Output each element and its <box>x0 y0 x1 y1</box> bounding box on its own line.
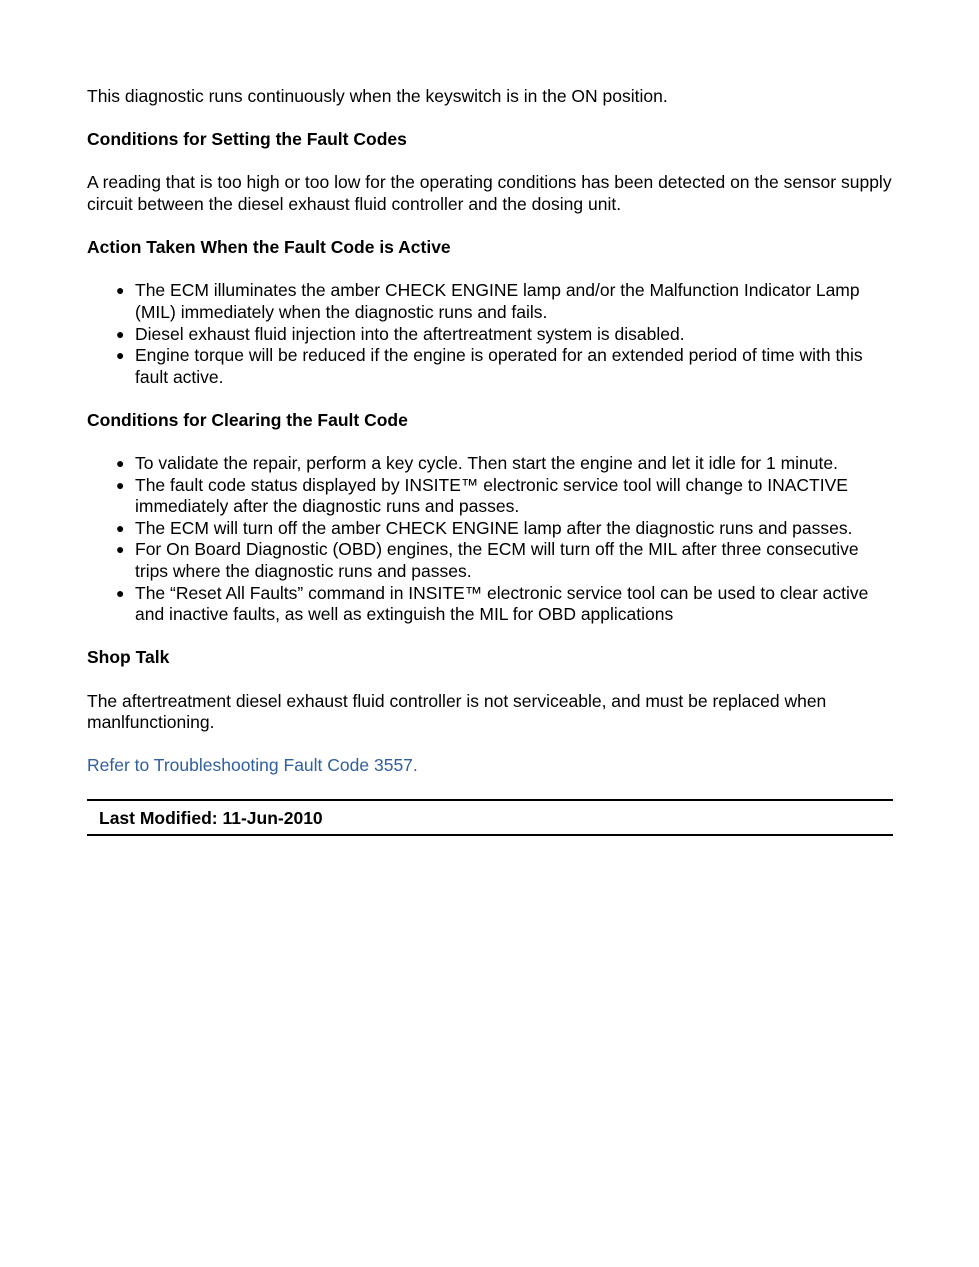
heading-action-taken: Action Taken When the Fault Code is Active <box>87 237 451 258</box>
list-item-text: Engine torque will be reduced if the engine is operated for an extended period of time with this fault active. <box>135 345 863 387</box>
list-item <box>87 583 893 626</box>
heading-shop-talk: Shop Talk <box>87 647 170 668</box>
bullet-icon: ● <box>116 347 125 364</box>
list-item <box>87 324 893 346</box>
troubleshooting-link-paragraph <box>87 755 893 777</box>
list-item <box>87 518 893 540</box>
heading-clearing-conditions: Conditions for Clearing the Fault Code <box>87 409 408 430</box>
list-item-text: The ECM will turn off the amber CHECK ENGINE lamp after the diagnostic runs and passes. <box>135 517 853 538</box>
list-item <box>87 475 893 518</box>
clearing-conditions-list <box>87 453 893 626</box>
list-item-text: For On Board Diagnostic (OBD) engines, the ECM will turn off the MIL after three consecutive trips where the diagnostic runs and passes. <box>135 539 859 582</box>
bullet-icon: ● <box>116 325 125 342</box>
list-item <box>87 453 893 475</box>
list-item-text: Diesel exhaust fluid injection into the aftertreatment system is disabled. <box>135 323 685 344</box>
list-item <box>87 539 893 582</box>
list-item-text: The ECM illuminates the amber CHECK ENGINE lamp and/or the Malfunction Indicator Lamp (MIL) immediately when the diagnostic runs and fails. <box>135 280 860 322</box>
bullet-icon: ● <box>116 584 125 601</box>
list-item-text: The “Reset All Faults” command in INSITE™ electronic service tool can be used to clear active and inactive faults, as well as extinguish the MIL for OBD applications <box>135 582 869 625</box>
shop-talk-text: The aftertreatment diesel exhaust fluid controller is not serviceable, and must be replaced when manlfunctioning. <box>87 690 827 733</box>
heading-setting-conditions: Conditions for Setting the Fault Codes <box>87 129 407 150</box>
bullet-icon: ● <box>116 282 125 299</box>
list-item-text: To validate the repair, perform a key cycle. Then start the engine and let it idle for 1 minute. <box>135 453 838 474</box>
intro-paragraph: This diagnostic runs continuously when the keyswitch is in the ON position. <box>87 86 668 106</box>
troubleshooting-fault-code-link[interactable]: Refer to Troubleshooting Fault Code 3557. <box>87 755 418 776</box>
action-taken-list <box>87 280 893 388</box>
list-item <box>87 280 893 323</box>
setting-conditions-text: A reading that is too high or too low for the operating conditions has been detected on the sensor supply circuit between the diesel exhaust fluid controller and the dosing unit. <box>87 172 892 214</box>
bullet-icon: ● <box>116 519 125 536</box>
bullet-icon: ● <box>116 455 125 472</box>
list-item-text: The fault code status displayed by INSITE™ electronic service tool will change to INACTIVE immediately after the diagnostic runs and passes. <box>135 474 848 517</box>
bullet-icon: ● <box>116 476 125 493</box>
list-item <box>87 345 893 388</box>
document-page <box>87 86 893 836</box>
bullet-icon: ● <box>116 541 125 558</box>
last-modified-bar: Last Modified: 11-Jun-2010 <box>87 799 893 836</box>
